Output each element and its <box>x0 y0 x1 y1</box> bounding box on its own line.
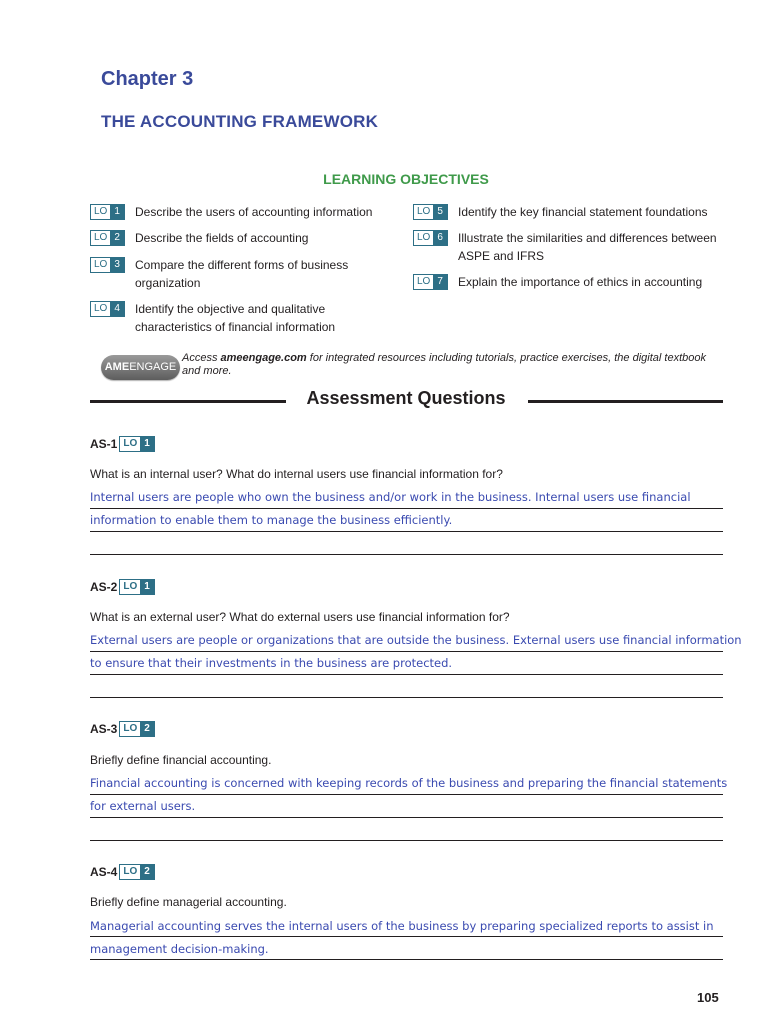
lo-badge: LO 4 <box>90 301 125 317</box>
objective-lo3 <box>90 256 410 292</box>
answer-rule <box>90 508 723 509</box>
objective-text-line2: characteristics of financial information <box>135 320 336 334</box>
answer-rule <box>90 817 723 818</box>
assessment-heading: Assessment Questions <box>306 388 506 408</box>
answer-rule <box>90 936 723 937</box>
answer-rule <box>90 959 723 960</box>
objective-lo2 <box>90 229 410 247</box>
answer-line[interactable]: information to enable them to manage the business efficiently. <box>90 513 453 527</box>
question-text: What is an internal user? What do internal users use financial information for? <box>90 467 503 481</box>
objective-text-line2: organization <box>135 276 201 290</box>
objective-text-line1: Illustrate the similarities and differences between <box>458 231 717 245</box>
lo-badge: LO 1 <box>90 204 125 220</box>
objective-text: Describe the fields of accounting <box>135 231 309 245</box>
lo-badge: LO 2 <box>119 721 154 737</box>
answer-rule <box>90 554 723 555</box>
lo-badge: LO 1 <box>119 436 154 452</box>
ameengage-link[interactable]: ameengage.com <box>220 352 307 364</box>
lo-badge: LO 2 <box>119 864 154 880</box>
answer-rule <box>90 674 723 675</box>
page-number: 105 <box>697 990 719 1005</box>
objective-text: Explain the importance of ethics in accounting <box>458 275 703 289</box>
chapter-title: THE ACCOUNTING FRAMEWORK <box>101 112 379 131</box>
answer-line[interactable]: Financial accounting is concerned with keeping records of the business and preparing the financial statements <box>90 776 728 790</box>
answer-rule <box>90 651 723 652</box>
answer-line[interactable]: management decision-making. <box>90 942 269 956</box>
question-text: What is an external user? What do external users use financial information for? <box>90 610 510 624</box>
objective-lo6 <box>413 229 743 265</box>
question-label-as1: AS-1 LO 1 <box>90 435 155 453</box>
objective-text: Identify the key financial statement foundations <box>458 205 708 219</box>
chapter-number: Chapter 3 <box>101 68 194 90</box>
answer-line[interactable]: for external users. <box>90 799 196 813</box>
lo-badge: LO 6 <box>413 230 448 246</box>
objective-lo4 <box>90 300 410 336</box>
lo-badge: LO 1 <box>119 579 154 595</box>
answer-line[interactable]: Internal users are people who own the business and/or work in the business. Internal users use financial <box>90 490 691 504</box>
answer-line[interactable]: to ensure that their investments in the business are protected. <box>90 656 453 670</box>
objective-text-line1: Compare the different forms of business <box>135 258 349 272</box>
lo-badge: LO 2 <box>90 230 125 246</box>
objective-lo7 <box>413 273 743 291</box>
lo-badge: LO 7 <box>413 274 448 290</box>
heading-rule-right <box>528 400 723 403</box>
question-text: Briefly define financial accounting. <box>90 753 272 767</box>
answer-line[interactable]: Managerial accounting serves the internal users of the business by preparing specialized reports to assist in <box>90 919 714 933</box>
answer-rule <box>90 697 723 698</box>
question-label-as3: AS-3 LO 2 <box>90 720 155 738</box>
objective-text-line1: Identify the objective and qualitative <box>135 302 326 316</box>
question-label-as2: AS-2 LO 1 <box>90 578 155 596</box>
answer-rule <box>90 840 723 841</box>
heading-rule-left <box>90 400 286 403</box>
answer-rule <box>90 794 723 795</box>
answer-line[interactable]: External users are people or organizations that are outside the business. External users use financial information <box>90 633 742 647</box>
objective-lo5 <box>413 203 743 221</box>
answer-rule <box>90 531 723 532</box>
objective-lo1 <box>90 203 410 221</box>
lo-badge: LO 3 <box>90 257 125 273</box>
learning-objectives-heading: LEARNING OBJECTIVES <box>323 171 489 187</box>
objective-text-line2: ASPE and IFRS <box>458 249 545 263</box>
question-label-as4: AS-4 LO 2 <box>90 863 155 881</box>
objective-text: Describe the users of accounting information <box>135 205 373 219</box>
lo-badge: LO 5 <box>413 204 448 220</box>
ameengage-logo[interactable]: AMEENGAGE <box>101 355 180 380</box>
ameengage-notice: Access ameengage.com for integrated resources including tutorials, practice exercises, the digital textbook and more. <box>182 352 706 377</box>
question-text: Briefly define managerial accounting. <box>90 895 287 909</box>
